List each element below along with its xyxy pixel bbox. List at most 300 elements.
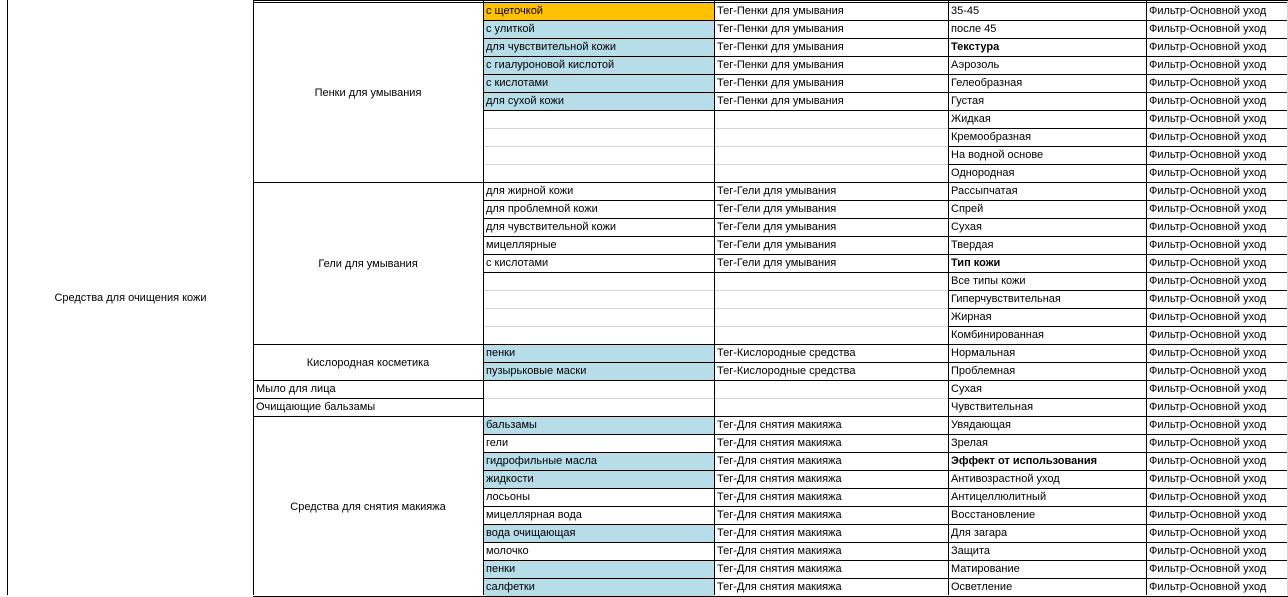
filter-value-cell[interactable] bbox=[949, 75, 1146, 93]
filter-value-label: Рассыпчатая bbox=[951, 185, 1018, 197]
filter-value-cell[interactable] bbox=[949, 561, 1146, 579]
filter-value-cell[interactable] bbox=[949, 471, 1146, 489]
filter-value-label: Комбинированная bbox=[951, 329, 1044, 341]
filter-label-cell[interactable] bbox=[1147, 201, 1287, 219]
filter-label: Фильтр-Основной уход bbox=[1149, 473, 1267, 485]
group-label: Средства для снятия макияжа bbox=[290, 501, 446, 513]
tag-cell[interactable] bbox=[715, 147, 948, 165]
filter-value-cell[interactable] bbox=[949, 543, 1146, 561]
grid-line-h bbox=[948, 362, 1288, 363]
filter-label: Фильтр-Основной уход bbox=[1149, 545, 1267, 557]
filter-value-label: Все типы кожи bbox=[951, 275, 1026, 287]
filter-value-label: Жирная bbox=[951, 311, 992, 323]
filter-label: Фильтр-Основной уход bbox=[1149, 5, 1267, 17]
tag-cell[interactable] bbox=[715, 471, 948, 489]
grid-line-h bbox=[483, 524, 949, 525]
grid-line-h bbox=[948, 128, 1288, 129]
tag-cell[interactable] bbox=[715, 399, 948, 417]
grid-line-h bbox=[483, 326, 949, 327]
filter-value-label: Гиперчувствительная bbox=[951, 293, 1061, 305]
subcategory-cell[interactable] bbox=[484, 3, 714, 21]
filter-label-cell[interactable] bbox=[1147, 525, 1287, 543]
grid-line-h bbox=[483, 452, 949, 453]
tag-cell[interactable] bbox=[715, 201, 948, 219]
filter-label-cell[interactable] bbox=[1147, 21, 1287, 39]
grid-line-h bbox=[948, 236, 1288, 237]
tag-cell[interactable] bbox=[715, 165, 948, 183]
tag-label: Тег-Для снятия макияжа bbox=[717, 563, 842, 575]
grid-line-h bbox=[948, 20, 1288, 21]
grid-line-h bbox=[483, 182, 949, 183]
top-category-cell[interactable] bbox=[8, 0, 253, 595]
group-cell[interactable] bbox=[253, 417, 483, 597]
filter-label-cell[interactable] bbox=[1147, 471, 1287, 489]
filter-label: Фильтр-Основной уход bbox=[1149, 563, 1267, 575]
filter-value-label: Осветление bbox=[951, 581, 1013, 593]
filter-label-cell[interactable] bbox=[1147, 291, 1287, 309]
group-cell[interactable] bbox=[253, 345, 483, 381]
subcategory-cell[interactable] bbox=[484, 255, 714, 273]
grid-line-h bbox=[948, 344, 1288, 345]
grid-line-h bbox=[483, 74, 949, 75]
subcategory-label: пузырьковые маски bbox=[486, 365, 587, 377]
filter-label: Фильтр-Основной уход bbox=[1149, 419, 1267, 431]
grid-line-h bbox=[483, 380, 949, 381]
subcategory-cell[interactable] bbox=[484, 561, 714, 579]
filter-value-cell[interactable] bbox=[949, 489, 1146, 507]
tag-cell[interactable] bbox=[715, 417, 948, 435]
filter-label-cell[interactable] bbox=[1147, 129, 1287, 147]
filter-label-cell[interactable] bbox=[1147, 93, 1287, 111]
grid-line-v bbox=[7, 0, 8, 595]
filter-label-cell[interactable] bbox=[1147, 417, 1287, 435]
tag-cell[interactable] bbox=[715, 129, 948, 147]
filter-value-label: Гелеобразная bbox=[951, 77, 1023, 89]
filter-value-cell[interactable] bbox=[949, 57, 1146, 75]
tag-label: Тег-Для снятия макияжа bbox=[717, 437, 842, 449]
grid-line-h bbox=[948, 146, 1288, 147]
filter-label-cell[interactable] bbox=[1147, 489, 1287, 507]
grid-line-h bbox=[483, 416, 949, 417]
tag-label: Тег-Для снятия макияжа bbox=[717, 509, 842, 521]
filter-label-cell[interactable] bbox=[1147, 3, 1287, 21]
filter-label: Фильтр-Основной уход bbox=[1149, 293, 1267, 305]
filter-value-cell[interactable] bbox=[949, 435, 1146, 453]
grid-line-h bbox=[948, 218, 1288, 219]
filter-label: Фильтр-Основной уход bbox=[1149, 455, 1267, 467]
filter-value-cell[interactable] bbox=[949, 39, 1146, 57]
filter-label-cell[interactable] bbox=[1147, 255, 1287, 273]
filter-label-cell[interactable] bbox=[1147, 381, 1287, 399]
filter-label-cell[interactable] bbox=[1147, 75, 1287, 93]
tag-cell[interactable] bbox=[715, 75, 948, 93]
filter-value-label: Антицеллюлитный bbox=[951, 491, 1047, 503]
filter-label-cell[interactable] bbox=[1147, 111, 1287, 129]
subcategory-label: бальзамы bbox=[486, 419, 537, 431]
tag-cell[interactable] bbox=[715, 291, 948, 309]
filter-label-cell[interactable] bbox=[1147, 309, 1287, 327]
filter-value-cell[interactable] bbox=[949, 165, 1146, 183]
filter-label: Фильтр-Основной уход bbox=[1149, 437, 1267, 449]
filter-value-label: Защита bbox=[951, 545, 990, 557]
top-category-label: Средства для очищения кожи bbox=[54, 291, 207, 304]
subcategory-cell[interactable] bbox=[484, 219, 714, 237]
filter-value-cell[interactable] bbox=[949, 399, 1146, 417]
tag-label: Тег-Для снятия макияжа bbox=[717, 581, 842, 593]
grid-line-h bbox=[948, 290, 1288, 291]
tag-cell[interactable] bbox=[715, 363, 948, 381]
filter-value-label: Нормальная bbox=[951, 347, 1016, 359]
filter-value-label: Кремообразная bbox=[951, 131, 1032, 143]
grid-line-h bbox=[483, 164, 949, 165]
subcategory-cell[interactable] bbox=[484, 399, 714, 417]
filter-value-label: Зрелая bbox=[951, 437, 989, 449]
subcategory-cell[interactable] bbox=[484, 237, 714, 255]
filter-label-cell[interactable] bbox=[1147, 39, 1287, 57]
tag-label: Тег-Для снятия макияжа bbox=[717, 545, 842, 557]
filter-label: Фильтр-Основной уход bbox=[1149, 581, 1267, 593]
filter-label-cell[interactable] bbox=[1147, 561, 1287, 579]
filter-label-cell[interactable] bbox=[1147, 147, 1287, 165]
subcategory-label: жидкости bbox=[486, 473, 534, 485]
subcategory-label: мицеллярная вода bbox=[486, 509, 582, 521]
filter-label: Фильтр-Основной уход bbox=[1149, 203, 1267, 215]
subcategory-cell[interactable] bbox=[484, 507, 714, 525]
group-label: Очищающие бальзамы bbox=[256, 401, 376, 413]
filter-label: Фильтр-Основной уход bbox=[1149, 113, 1267, 125]
subcategory-label: с кислотами bbox=[486, 77, 549, 89]
grid-line-h bbox=[948, 110, 1288, 111]
grid-line-h bbox=[483, 236, 949, 237]
filter-value-label: Проблемная bbox=[951, 365, 1016, 377]
filter-value-cell[interactable] bbox=[949, 255, 1146, 273]
tag-cell[interactable] bbox=[715, 3, 948, 21]
filter-value-cell[interactable] bbox=[949, 345, 1146, 363]
filter-label-cell[interactable] bbox=[1147, 363, 1287, 381]
grid-line-h bbox=[483, 92, 949, 93]
filter-value-cell[interactable] bbox=[949, 273, 1146, 291]
tag-label: Тег-Пенки для умывания bbox=[717, 5, 844, 17]
filter-value-cell[interactable] bbox=[949, 219, 1146, 237]
subcategory-label: лосьоны bbox=[486, 491, 530, 503]
filter-label-cell[interactable] bbox=[1147, 435, 1287, 453]
subcategory-cell[interactable] bbox=[484, 417, 714, 435]
filter-label-cell[interactable] bbox=[1147, 453, 1287, 471]
subcategory-label: для жирной кожи bbox=[486, 185, 574, 197]
filter-value-cell[interactable] bbox=[949, 417, 1146, 435]
tag-cell[interactable] bbox=[715, 309, 948, 327]
filter-label: Фильтр-Основной уход bbox=[1149, 167, 1267, 179]
filter-label-cell[interactable] bbox=[1147, 165, 1287, 183]
filter-value-cell[interactable] bbox=[949, 381, 1146, 399]
tag-cell[interactable] bbox=[715, 525, 948, 543]
filter-label: Фильтр-Основной уход bbox=[1149, 383, 1267, 395]
grid-line-h bbox=[483, 38, 949, 39]
filter-label: Фильтр-Основной уход bbox=[1149, 23, 1267, 35]
subcategory-label: с кислотами bbox=[486, 257, 549, 269]
tag-cell[interactable] bbox=[715, 93, 948, 111]
filter-label: Фильтр-Основной уход bbox=[1149, 149, 1267, 161]
grid-line-h bbox=[483, 272, 949, 273]
grid-line-h bbox=[483, 128, 949, 129]
tag-label: Тег-Гели для умывания bbox=[717, 239, 837, 251]
filter-value-label: после 45 bbox=[951, 23, 997, 35]
filter-value-label: Жидкая bbox=[951, 113, 991, 125]
tag-label: Тег-Пенки для умывания bbox=[717, 95, 844, 107]
filter-value-label: Спрей bbox=[951, 203, 984, 215]
grid-line-h bbox=[253, 2, 484, 3]
filter-value-cell[interactable] bbox=[949, 93, 1146, 111]
grid-line-h bbox=[253, 344, 484, 345]
filter-label-cell[interactable] bbox=[1147, 273, 1287, 291]
tag-cell[interactable] bbox=[715, 489, 948, 507]
subcategory-cell[interactable] bbox=[484, 453, 714, 471]
filter-label: Фильтр-Основной уход bbox=[1149, 509, 1267, 521]
tag-cell[interactable] bbox=[715, 381, 948, 399]
tag-cell[interactable] bbox=[715, 327, 948, 345]
tag-label: Тег-Гели для умывания bbox=[717, 221, 837, 233]
subcategory-cell[interactable] bbox=[484, 489, 714, 507]
grid-line-h bbox=[483, 20, 949, 21]
grid-line-v bbox=[483, 0, 484, 595]
filter-label-cell[interactable] bbox=[1147, 345, 1287, 363]
grid-line-v bbox=[253, 0, 254, 595]
filter-value-cell[interactable] bbox=[949, 327, 1146, 345]
grid-line-h bbox=[948, 560, 1288, 561]
grid-line-h bbox=[948, 524, 1288, 525]
filter-label-cell[interactable] bbox=[1147, 327, 1287, 345]
subcategory-label: гидрофильные масла bbox=[486, 455, 598, 467]
filter-label: Фильтр-Основной уход bbox=[1149, 527, 1267, 539]
tag-label: Тег-Для снятия макияжа bbox=[717, 491, 842, 503]
grid-line-h bbox=[948, 578, 1288, 579]
subcategory-cell[interactable] bbox=[484, 57, 714, 75]
tag-cell[interactable] bbox=[715, 579, 948, 597]
subcategory-cell[interactable] bbox=[484, 147, 714, 165]
subcategory-cell[interactable] bbox=[484, 309, 714, 327]
grid-line-v bbox=[948, 0, 949, 595]
grid-line-h bbox=[483, 362, 949, 363]
grid-line-h bbox=[483, 542, 949, 543]
grid-line-v bbox=[714, 0, 715, 595]
tag-label: Тег-Для снятия макияжа bbox=[717, 473, 842, 485]
subcategory-label: мицеллярные bbox=[486, 239, 557, 251]
filter-value-cell[interactable] bbox=[949, 3, 1146, 21]
subcategory-cell[interactable] bbox=[484, 543, 714, 561]
filter-value-label: Сухая bbox=[951, 221, 982, 233]
subcategory-label: гели bbox=[486, 437, 509, 449]
tag-label: Тег-Гели для умывания bbox=[717, 203, 837, 215]
tag-cell[interactable] bbox=[715, 273, 948, 291]
subcategory-cell[interactable] bbox=[484, 345, 714, 363]
filter-value-label: Однородная bbox=[951, 167, 1015, 179]
group-label: Пенки для умывания bbox=[314, 87, 422, 99]
filter-value-label: Аэрозоль bbox=[951, 59, 1000, 71]
subcategory-cell[interactable] bbox=[484, 525, 714, 543]
filter-value-label: 35-45 bbox=[951, 5, 980, 17]
filter-value-cell[interactable] bbox=[949, 363, 1146, 381]
grid-line-h bbox=[948, 326, 1288, 327]
filter-value-cell[interactable] bbox=[949, 201, 1146, 219]
subcategory-cell[interactable] bbox=[484, 579, 714, 597]
tag-label: Тег-Пенки для умывания bbox=[717, 23, 844, 35]
grid-line-h bbox=[483, 506, 949, 507]
filter-value-cell[interactable] bbox=[949, 525, 1146, 543]
subcategory-label: молочко bbox=[486, 545, 529, 557]
grid-line-h bbox=[948, 56, 1288, 57]
filter-value-cell[interactable] bbox=[949, 579, 1146, 597]
grid-line-h bbox=[948, 308, 1288, 309]
grid-line-h bbox=[948, 380, 1288, 381]
grid-line-h bbox=[948, 38, 1288, 39]
tag-cell[interactable] bbox=[715, 183, 948, 201]
filter-value-cell[interactable] bbox=[949, 111, 1146, 129]
filter-label: Фильтр-Основной уход bbox=[1149, 239, 1267, 251]
grid-line-h bbox=[948, 182, 1288, 183]
tag-cell[interactable] bbox=[715, 453, 948, 471]
grid-line-h bbox=[483, 344, 949, 345]
grid-line-h bbox=[948, 164, 1288, 165]
grid-line-v bbox=[1146, 0, 1147, 595]
subcategory-cell[interactable] bbox=[484, 93, 714, 111]
filter-label-cell[interactable] bbox=[1147, 57, 1287, 75]
subcategory-cell[interactable] bbox=[484, 381, 714, 399]
grid-line-h bbox=[948, 506, 1288, 507]
group-cell[interactable] bbox=[253, 399, 483, 417]
tag-label: Тег-Для снятия макияжа bbox=[717, 455, 842, 467]
tag-label: Тег-Кислородные средства bbox=[717, 347, 856, 359]
filter-value-cell[interactable] bbox=[949, 21, 1146, 39]
grid-line-h bbox=[483, 308, 949, 309]
filter-label-cell[interactable] bbox=[1147, 219, 1287, 237]
filter-value-cell[interactable] bbox=[949, 453, 1146, 471]
filter-label: Фильтр-Основной уход bbox=[1149, 77, 1267, 89]
grid-line-h bbox=[948, 74, 1288, 75]
filter-value-cell[interactable] bbox=[949, 309, 1146, 327]
tag-cell[interactable] bbox=[715, 561, 948, 579]
filter-label-cell[interactable] bbox=[1147, 183, 1287, 201]
group-label: Гели для умывания bbox=[318, 258, 418, 270]
filter-label-cell[interactable] bbox=[1147, 579, 1287, 597]
tag-label: Тег-Кислородные средства bbox=[717, 365, 856, 377]
filter-label: Фильтр-Основной уход bbox=[1149, 491, 1267, 503]
tag-cell[interactable] bbox=[715, 507, 948, 525]
grid-line-h bbox=[253, 0, 1288, 1]
group-cell[interactable] bbox=[253, 381, 483, 399]
filter-value-label: Эффект от использования bbox=[951, 455, 1098, 467]
grid-line-h bbox=[948, 434, 1288, 435]
filter-label: Фильтр-Основной уход bbox=[1149, 257, 1267, 269]
filter-value-label: На водной основе bbox=[951, 149, 1044, 161]
grid-line-h bbox=[948, 92, 1288, 93]
grid-line-h bbox=[483, 254, 949, 255]
filter-label-cell[interactable] bbox=[1147, 237, 1287, 255]
subcategory-label: для чувствительной кожи bbox=[486, 221, 616, 233]
filter-value-cell[interactable] bbox=[949, 237, 1146, 255]
tag-label: Тег-Пенки для умывания bbox=[717, 59, 844, 71]
subcategory-label: для проблемной кожи bbox=[486, 203, 598, 215]
filter-label: Фильтр-Основной уход bbox=[1149, 275, 1267, 287]
tag-cell[interactable] bbox=[715, 237, 948, 255]
filter-label: Фильтр-Основной уход bbox=[1149, 59, 1267, 71]
subcategory-label: пенки bbox=[486, 563, 516, 575]
subcategory-cell[interactable] bbox=[484, 435, 714, 453]
subcategory-cell[interactable] bbox=[484, 471, 714, 489]
grid-line-h bbox=[483, 218, 949, 219]
group-cell[interactable] bbox=[253, 3, 483, 183]
group-cell[interactable] bbox=[253, 183, 483, 345]
grid-line-h bbox=[948, 200, 1288, 201]
grid-line-h bbox=[948, 398, 1288, 399]
group-label: Кислородная косметика bbox=[306, 357, 430, 369]
grid-line-h bbox=[253, 398, 484, 399]
filter-label: Фильтр-Основной уход bbox=[1149, 95, 1267, 107]
subcategory-cell[interactable] bbox=[484, 39, 714, 57]
subcategory-cell[interactable] bbox=[484, 363, 714, 381]
grid-line-h bbox=[483, 200, 949, 201]
tag-cell[interactable] bbox=[715, 435, 948, 453]
filter-label: Фильтр-Основной уход bbox=[1149, 329, 1267, 341]
grid-line-h bbox=[948, 272, 1288, 273]
tag-cell[interactable] bbox=[715, 255, 948, 273]
filter-label: Фильтр-Основной уход bbox=[1149, 311, 1267, 323]
grid-line-h bbox=[483, 578, 949, 579]
subcategory-cell[interactable] bbox=[484, 111, 714, 129]
grid-line-h bbox=[948, 542, 1288, 543]
grid-line-h bbox=[483, 290, 949, 291]
filter-value-cell[interactable] bbox=[949, 129, 1146, 147]
filter-label-cell[interactable] bbox=[1147, 507, 1287, 525]
tag-cell[interactable] bbox=[715, 21, 948, 39]
subcategory-cell[interactable] bbox=[484, 327, 714, 345]
filter-value-cell[interactable] bbox=[949, 507, 1146, 525]
filter-value-label: Твердая bbox=[951, 239, 994, 251]
filter-label: Фильтр-Основной уход bbox=[1149, 365, 1267, 377]
filter-value-label: Матирование bbox=[951, 563, 1020, 575]
subcategory-cell[interactable] bbox=[484, 291, 714, 309]
tag-cell[interactable] bbox=[715, 345, 948, 363]
grid-line-h bbox=[483, 56, 949, 57]
filter-value-label: Текстура bbox=[951, 41, 1000, 53]
filter-label-cell[interactable] bbox=[1147, 543, 1287, 561]
grid-line-h bbox=[483, 398, 949, 399]
filter-value-cell[interactable] bbox=[949, 291, 1146, 309]
grid-line-h bbox=[483, 488, 949, 489]
tag-cell[interactable] bbox=[715, 111, 948, 129]
subcategory-label: для сухой кожи bbox=[486, 95, 564, 107]
subcategory-cell[interactable] bbox=[484, 201, 714, 219]
tag-cell[interactable] bbox=[715, 219, 948, 237]
tag-cell[interactable] bbox=[715, 57, 948, 75]
tag-label: Тег-Гели для умывания bbox=[717, 185, 837, 197]
subcategory-cell[interactable] bbox=[484, 183, 714, 201]
subcategory-cell[interactable] bbox=[484, 273, 714, 291]
subcategory-cell[interactable] bbox=[484, 75, 714, 93]
filter-value-cell[interactable] bbox=[949, 147, 1146, 165]
filter-label-cell[interactable] bbox=[1147, 399, 1287, 417]
tag-cell[interactable] bbox=[715, 39, 948, 57]
filter-value-cell[interactable] bbox=[949, 183, 1146, 201]
subcategory-cell[interactable] bbox=[484, 129, 714, 147]
filter-value-label: Чувствительная bbox=[951, 401, 1034, 413]
grid-line-h bbox=[483, 560, 949, 561]
subcategory-cell[interactable] bbox=[484, 165, 714, 183]
subcategory-cell[interactable] bbox=[484, 21, 714, 39]
tag-cell[interactable] bbox=[715, 543, 948, 561]
filter-value-label: Восстановление bbox=[951, 509, 1036, 521]
filter-label: Фильтр-Основной уход bbox=[1149, 347, 1267, 359]
subcategory-label: салфетки bbox=[486, 581, 535, 593]
